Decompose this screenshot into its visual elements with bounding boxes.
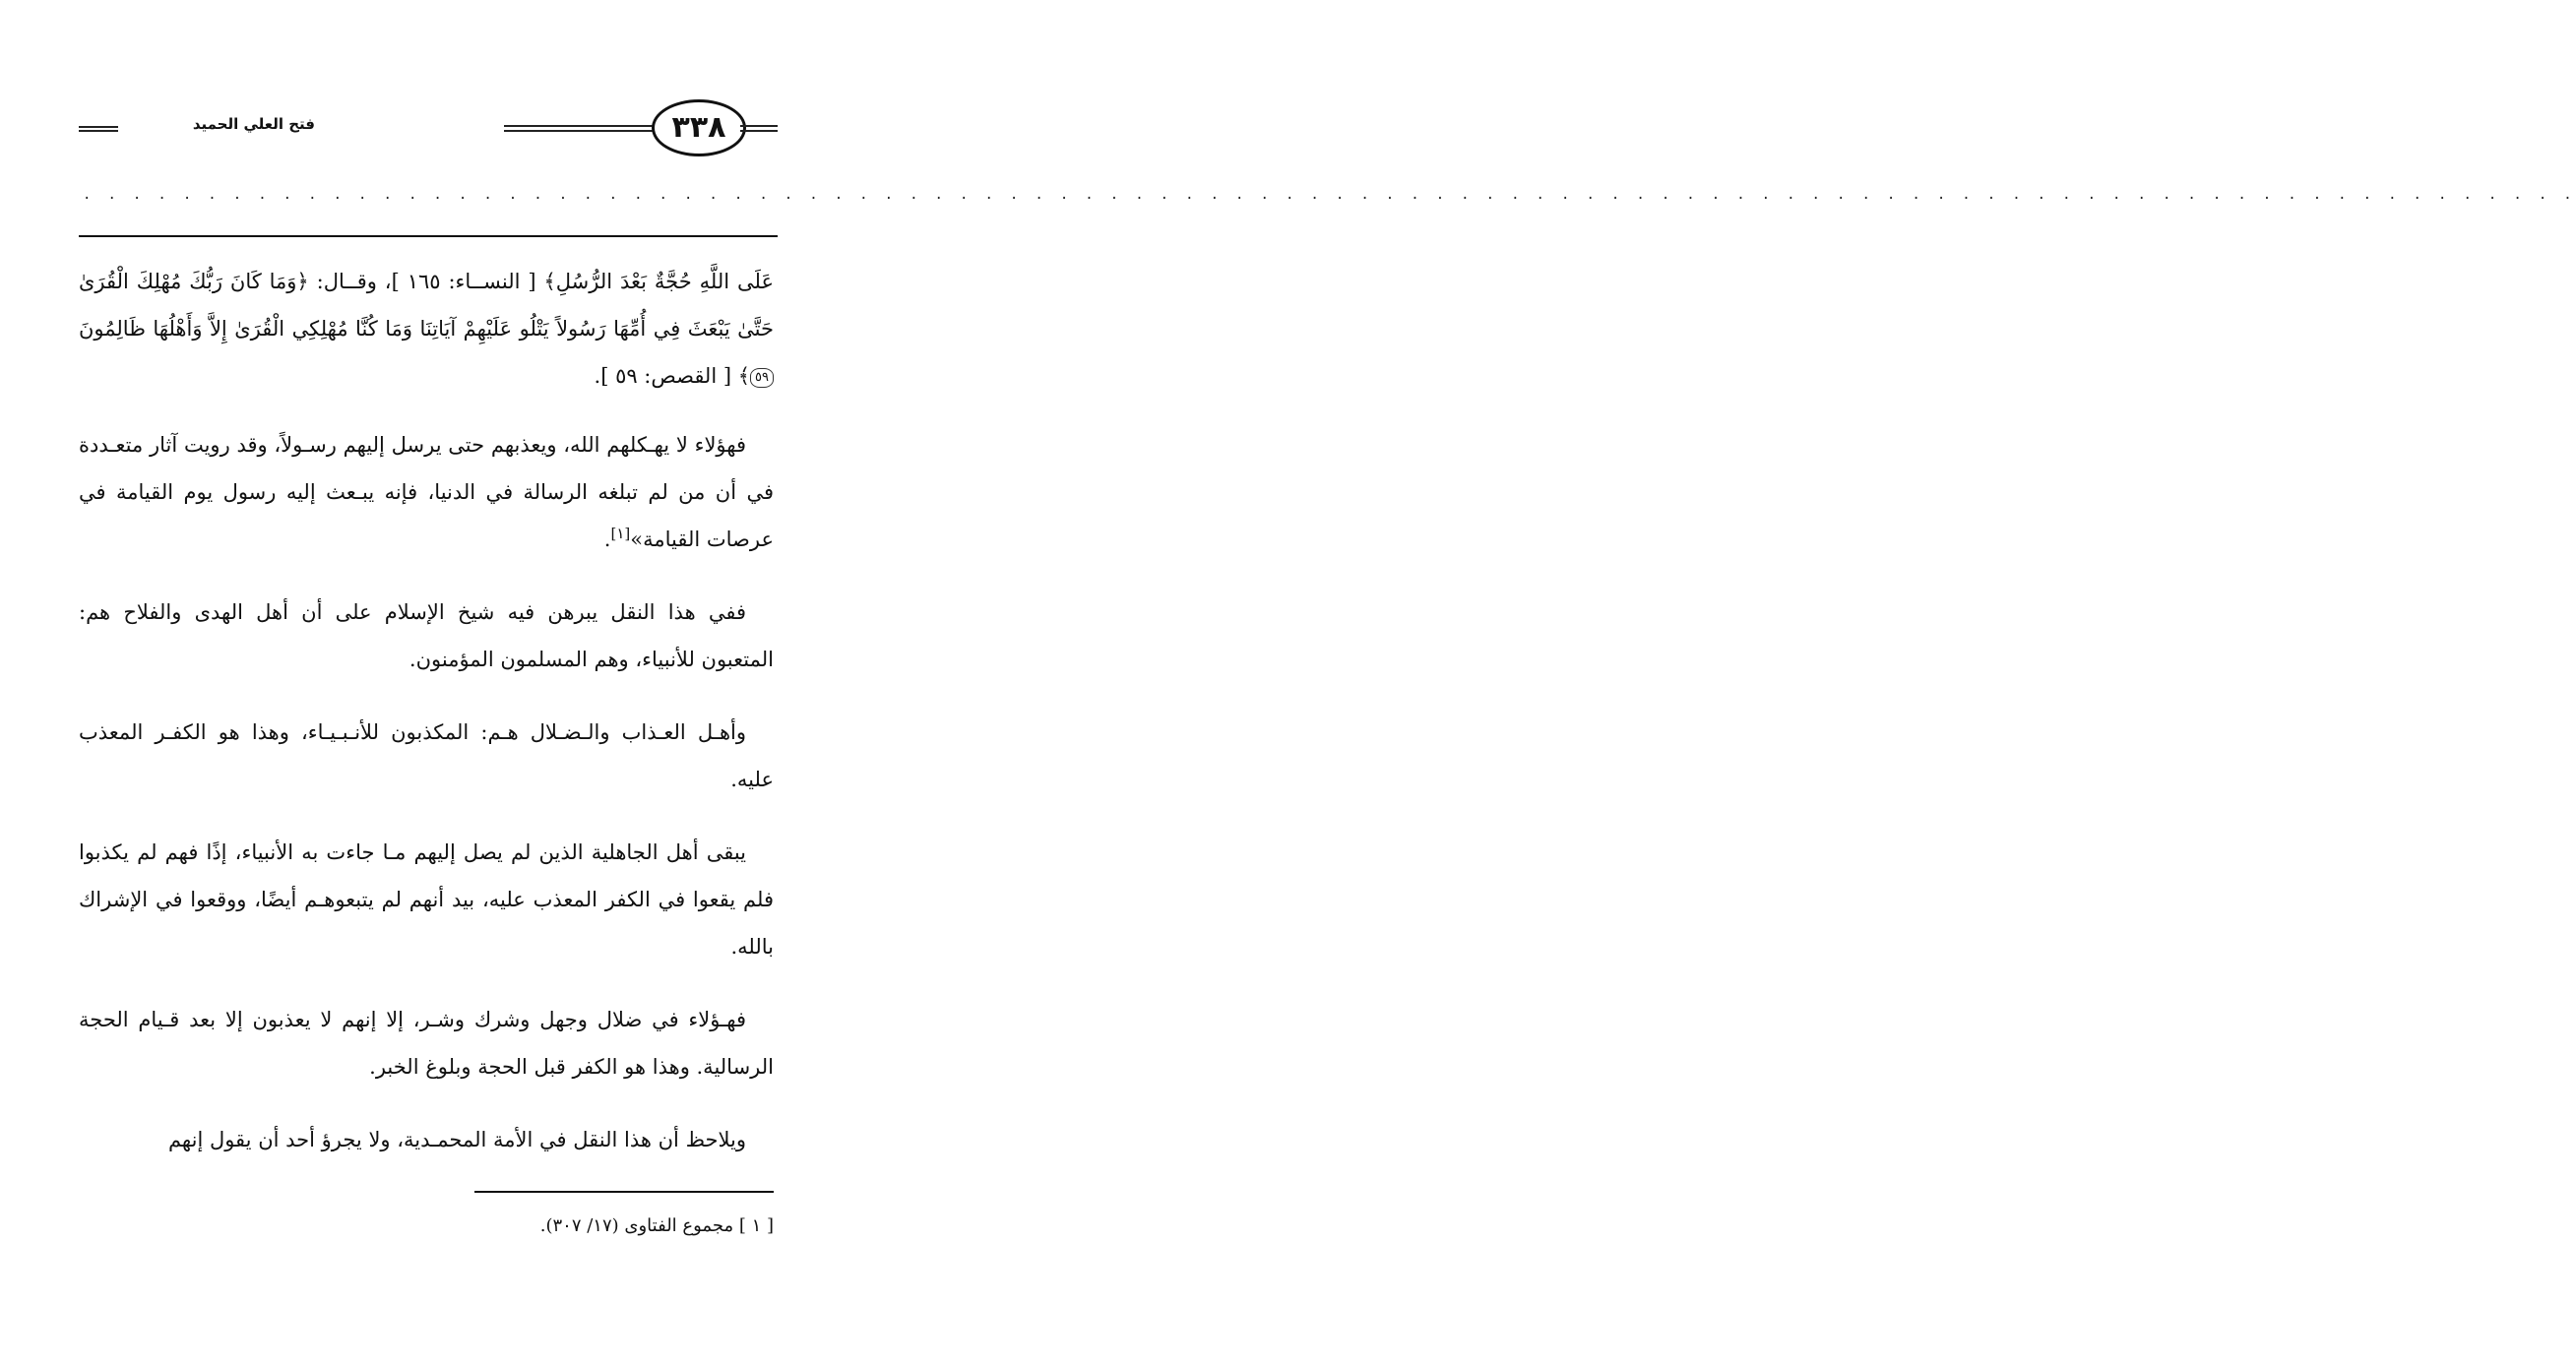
paragraph xyxy=(79,709,774,803)
footnote-reference: [١] xyxy=(610,525,631,542)
header-rule-left xyxy=(79,126,118,132)
paragraph-text: ﴾ [ القصص: ٥٩ ]. xyxy=(594,364,751,388)
paragraph-end: . xyxy=(603,528,611,551)
paragraph-text: ويلاحظ أن هذا النقل في الأمة المحمـدية، ولا يجرؤ أحد أن يقول إنهم xyxy=(167,1128,746,1151)
footnote-rule xyxy=(474,1191,774,1193)
paragraph-text: وأهـل العـذاب والـضـلال هـم: المكذبون للأنـبـيـاء، وهذا هو الكفـر المعذب عليه. xyxy=(79,720,774,791)
header-rule-right xyxy=(740,125,778,132)
paragraph-quran-quote xyxy=(79,258,774,400)
page-header xyxy=(79,93,778,162)
dotted-separator: · · · · · · · · · · · · · · · · · · · · · · · · · · · · · · · · · · · · · · · · · · · · · · · · · · · · · · · · · · · · · · · · · · · · · · · · · · · · · · · · · · · · · · · · · · · · · · · · · · · · xyxy=(83,191,2576,207)
page-number-oval xyxy=(652,99,746,156)
top-rule xyxy=(79,235,778,237)
paragraph xyxy=(79,829,774,970)
paragraph-text: عَلَى اللَّهِ حُجَّةٌ بَعْدَ الرُّسُلِ﴾ [ النســاء: ١٦٥ ]، وقــال: ﴿وَمَا كَانَ رَبُّكَ مُهْلِكَ الْقُرَىٰ حَتَّىٰ يَبْعَثَ فِي أُمِّهَا رَسُولاً يَتْلُو عَلَيْهِمْ آيَاتِنَا وَمَا كُنَّا مُهْلِكِي الْقُرَىٰ إِلاَّ وَأَهْلُهَا ظَالِمُونَ xyxy=(79,270,774,341)
paragraph xyxy=(79,1116,774,1163)
paragraph-text: فهـؤلاء في ضلال وجهل وشرك وشـر، إلا إنهم لا يعذبون إلا بعد قـيام الحجة الرسالية. وهذا هو الكفر قبل الحجة وبلوغ الخبر. xyxy=(79,1008,774,1079)
book-title: فتح العلي الحميد xyxy=(192,115,315,133)
paragraph-text: ففي هذا النقل يبرهن فيه شيخ الإسلام على أن أهل الهدى والفلاح هم: المتعبون للأنبياء، وهم المسلمون المؤمنون. xyxy=(79,600,774,671)
header-rule-middle xyxy=(504,125,661,132)
footnote: [ ١ ] مجموع الفتاوى (١٧/ ٣٠٧). xyxy=(539,1215,774,1236)
paragraph-text: فهؤلاء لا يهـكلهم الله، ويعذبهم حتى يرسل إليهم رسـولاً، وقد رويت آثار متعـددة في أن من لم تبلغه الرسالة في الدنيا، فإنه يبـعث إليه رسول يوم القيامة في عرصات القيامة» xyxy=(79,433,774,551)
paragraph xyxy=(79,421,774,563)
paragraph xyxy=(79,589,774,683)
paragraph xyxy=(79,996,774,1090)
paragraph-text: يبقى أهل الجاهلية الذين لم يصل إليهم مـا جاءت به الأنبياء، إذًا فهم لم يكذبوا فلم يقعوا في الكفر المعذب عليه، بيد أنهم لم يتبعوهـم أيضًا، ووقعوا في الإشراك بالله. xyxy=(79,840,774,959)
main-text xyxy=(79,258,774,1189)
verse-number-mark: ٥٩ xyxy=(750,368,774,388)
page-number: ٣٣٨ xyxy=(671,110,726,145)
